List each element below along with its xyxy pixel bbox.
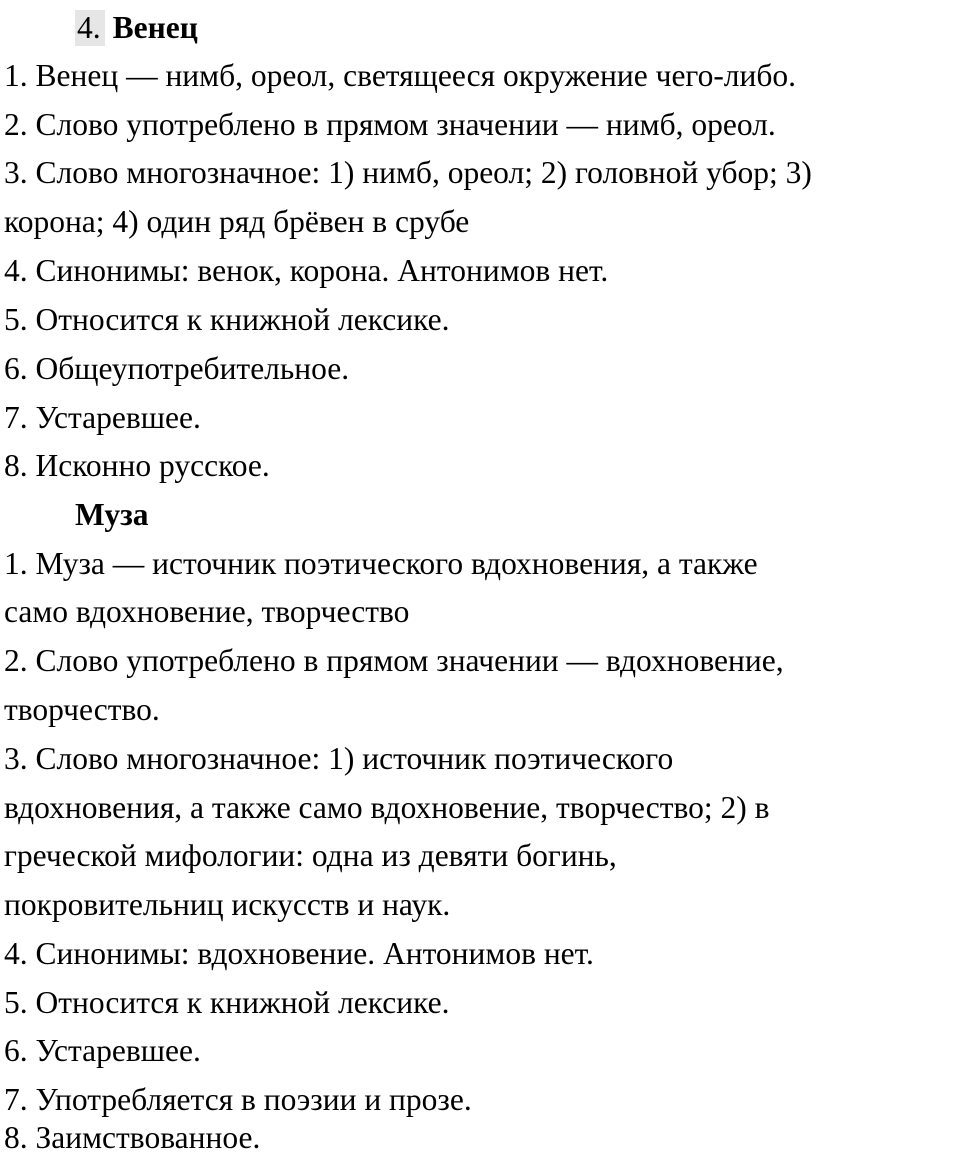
section-title: Муза [75,497,149,532]
text-line: 3. Слово многозначное: 1) нимб, ореол; 2) головной убор; 3) [4,155,812,190]
text-line: само вдохновение, творчество [4,594,410,629]
text-line: вдохновения, а также само вдохновение, творчество; 2) в [4,790,770,825]
text-line: 5. Относится к книжной лексике. [4,302,450,337]
text-line: 2. Слово употреблено в прямом значении — нимб, ореол. [4,107,776,142]
text-line: 4. Синонимы: венок, корона. Антонимов нет. [4,253,609,288]
section-heading-muza [75,497,148,533]
text-line: 8. Исконно русское. [4,448,270,483]
text-line: греческой мифологии: одна из девяти богинь, [4,838,617,873]
task-number: 4. [75,10,105,46]
section-title: Венец [112,10,198,45]
text-line: 2. Слово употреблено в прямом значении — вдохновение, [4,643,784,678]
text-line: 5. Относится к книжной лексике. [4,985,450,1020]
text-line: 8. Заимствованное. [4,1120,261,1155]
text-line: 3. Слово многозначное: 1) источник поэтического [4,741,674,776]
text-line: корона; 4) один ряд брёвен в срубе [4,204,470,239]
text-line: 6. Устаревшее. [4,1033,201,1068]
text-line: 6. Общеупотребительное. [4,351,350,386]
text-line: творчество. [4,692,160,727]
section-heading-venets [75,10,198,46]
text-line: 1. Венец — нимб, ореол, светящееся окружение чего-либо. [4,58,797,93]
text-line: 7. Устаревшее. [4,400,201,435]
text-line: 4. Синонимы: вдохновение. Антонимов нет. [4,936,594,971]
text-line: 1. Муза — источник поэтического вдохновения, а также [4,546,758,581]
text-line: покровительниц искусств и наук. [4,887,451,922]
text-line: 7. Употребляется в поэзии и прозе. [4,1082,472,1117]
